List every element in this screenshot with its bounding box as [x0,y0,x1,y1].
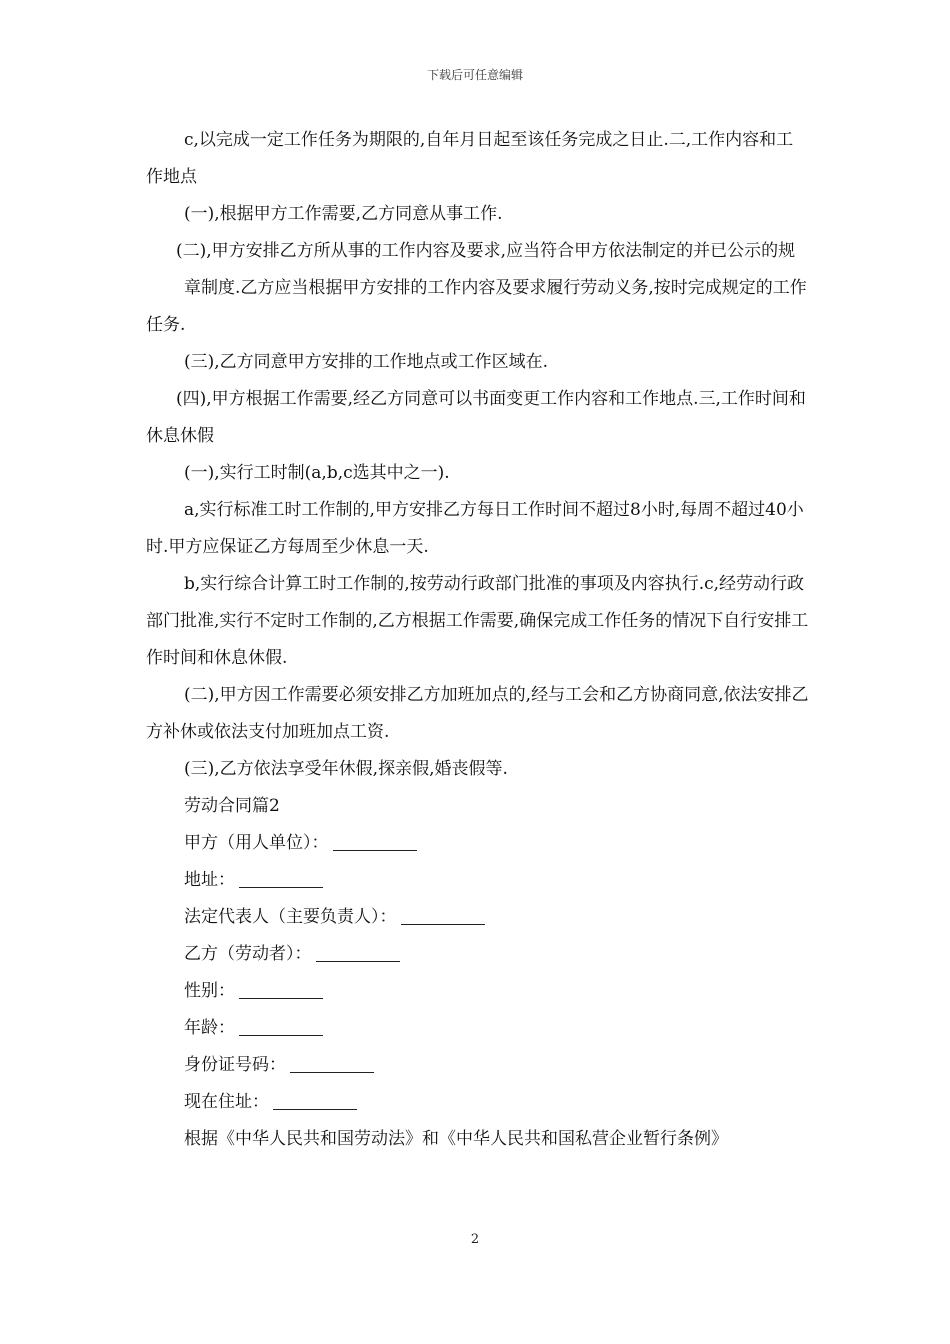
fill-in-blank[interactable] [239,997,323,999]
form-field-address [146,862,810,899]
form-field-employee [146,936,810,973]
paragraph: 章制度.乙方应当根据甲方安排的工作内容及要求履行劳动义务,按时完成规定的工作任务. [146,278,807,335]
paragraph: (二),甲方安排乙方所从事的工作内容及要求,应当符合甲方依法制定的并已公示的规 [176,241,796,261]
paragraph: (三),乙方依法享受年休假,探亲假,婚丧假等. [184,759,508,779]
field-label: 性别： [184,981,235,1001]
paragraph: (二),甲方因工作需要必须安排乙方加班加点的,经与工会和乙方协商同意,依法安排乙方补休或依法支付加班加点工资. [146,685,809,742]
paragraph: a,实行标准工时工作制的,甲方安排乙方每日工作时间不超过8小时,每周不超过40小时.甲方应保证乙方每周至少休息一天. [146,500,804,557]
form-field-employer [146,825,810,862]
form-field-gender [146,973,810,1010]
page-header: 下载后可任意编辑 [426,68,523,82]
paragraph: (一),实行工时制(a,b,c选其中之一). [184,463,450,483]
paragraph: c,以完成一定工作任务为期限的,自年月日起至该任务完成之日止.二,工作内容和工作地点 [146,130,794,187]
document-body [146,122,810,1158]
form-field-id-number [146,1047,810,1084]
fill-in-blank[interactable] [316,960,400,962]
fill-in-blank[interactable] [290,1071,374,1073]
fill-in-blank[interactable] [401,923,485,925]
fill-in-blank[interactable] [273,1108,357,1110]
fill-in-blank[interactable] [239,1034,323,1036]
field-label: 甲方（用人单位）： [184,833,329,853]
field-label: 地址： [184,870,235,890]
fill-in-blank[interactable] [239,886,323,888]
page-number: 2 [470,1232,480,1247]
paragraph: (四),甲方根据工作需要,经乙方同意可以书面变更工作内容和工作地点.三,工作时间和休息休假 [146,389,806,446]
field-label: 法定代表人（主要负责人）： [184,907,397,927]
paragraph: (一),根据甲方工作需要,乙方同意从事工作. [184,204,503,224]
paragraph: b,实行综合计算工时工作制的,按劳动行政部门批准的事项及内容执行.c,经劳动行政部门批准,实行不定时工作制的,乙方根据工作需要,确保完成工作任务的情况下自行安排工作时间和休息休假. [146,574,809,668]
form-field-current-address [146,1084,810,1121]
field-label: 现在住址： [184,1092,269,1112]
section-title: 劳动合同篇2 [184,796,280,816]
paragraph: (三),乙方同意甲方安排的工作地点或工作区域在. [184,352,549,372]
paragraph: 根据《中华人民共和国劳动法》和《中华人民共和国私营企业暂行条例》 [184,1129,728,1149]
form-field-legal-rep [146,899,810,936]
field-label: 年龄： [184,1018,235,1038]
fill-in-blank[interactable] [333,849,417,851]
form-field-age [146,1010,810,1047]
field-label: 身份证号码： [184,1055,286,1075]
field-label: 乙方（劳动者）： [184,944,312,964]
